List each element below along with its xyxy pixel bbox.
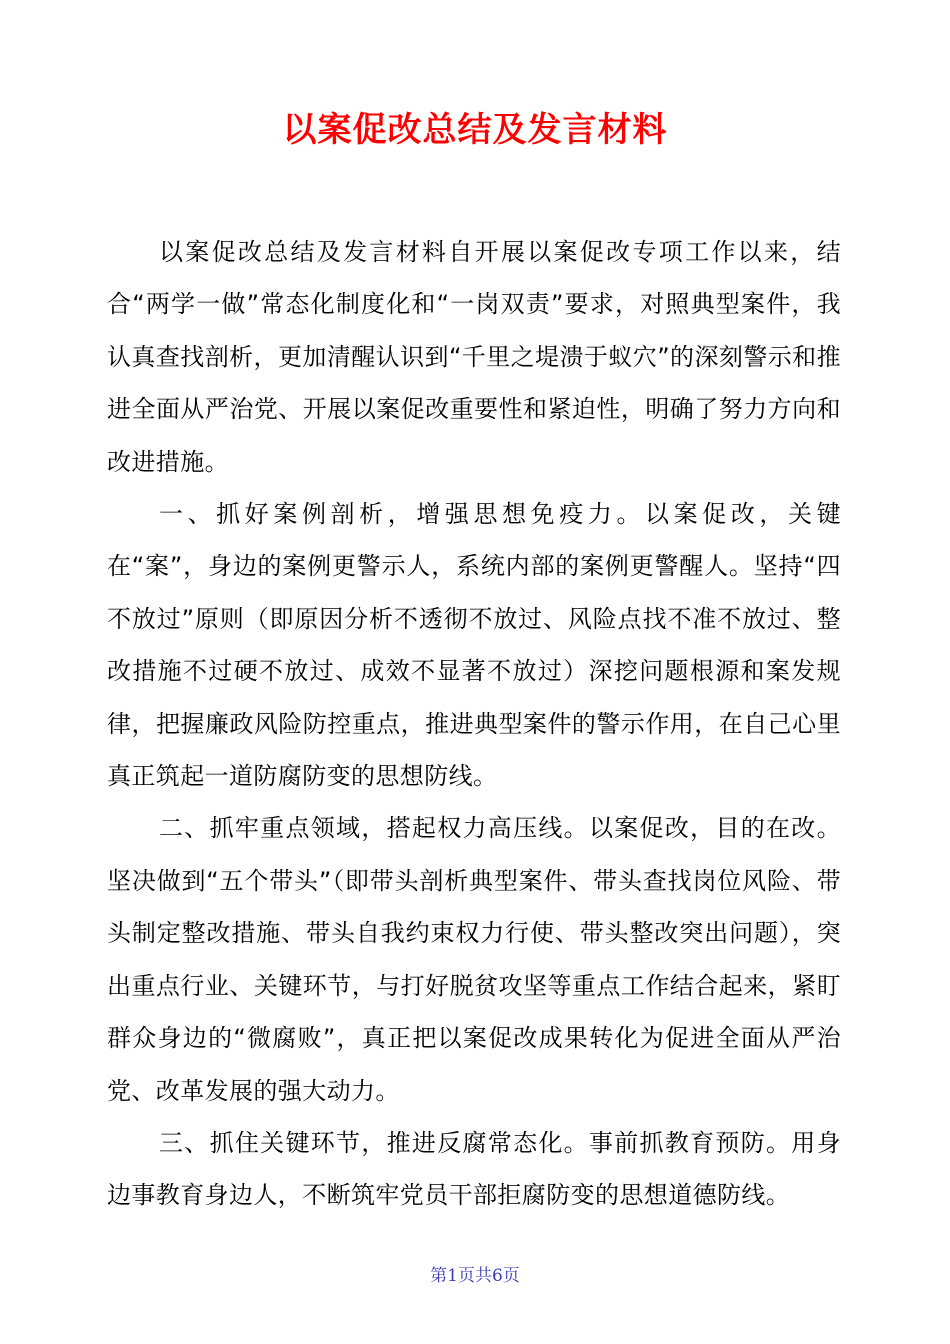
document-title: 以案促改总结及发言材料 (282, 110, 668, 150)
paragraph-section-2: 二、抓牢重点领域，搭起权力高压线。以案促改，目的在改。坚决做到“五个带头”（即带头剖析典型案件、带头查找岗位风险、带头制定整改措施、带头自我约束权力行使、带头整改突出问题），突出重点行业、关键环节，与打好脱贫攻坚等重点工作结合起来，紧盯群众身边的“微腐败”，真正把以案促改成果转化为促进全面从严治党、改革发展的强大动力。 (107, 814, 841, 1105)
page-number-footer: 第1页共6页 (430, 1266, 520, 1286)
paragraph-section-1: 一、抓好案例剖析，增强思想免疫力。以案促改，关键在“案”，身边的案例更警示人，系统内部的案例更警醒人。坚持“四不放过”原则（即原因分析不透彻不放过、风险点找不准不放过、整改措施不过硬不放过、成效不显著不放过）深挖问题根源和案发规律，把握廉政风险防控重点，推进典型案件的警示作用，在自己心里真正筑起一道防腐防变的思想防线。 (107, 500, 841, 791)
paragraph-section-3: 三、抓住关键环节，推进反腐常态化。事前抓教育预防。用身边事教育身边人，不断筑牢党员干部拒腐防变的思想道德防线。 (107, 1128, 841, 1210)
paragraph-intro: 以案促改总结及发言材料自开展以案促改专项工作以来，结合“两学一做”常态化制度化和“一岗双责”要求，对照典型案件，我认真查找剖析，更加清醒认识到“千里之堤溃于蚁穴”的深刻警示和推进全面从严治党、开展以案促改重要性和紧迫性，明确了努力方向和改进措施。 (107, 238, 841, 476)
document-body (107, 226, 841, 1222)
